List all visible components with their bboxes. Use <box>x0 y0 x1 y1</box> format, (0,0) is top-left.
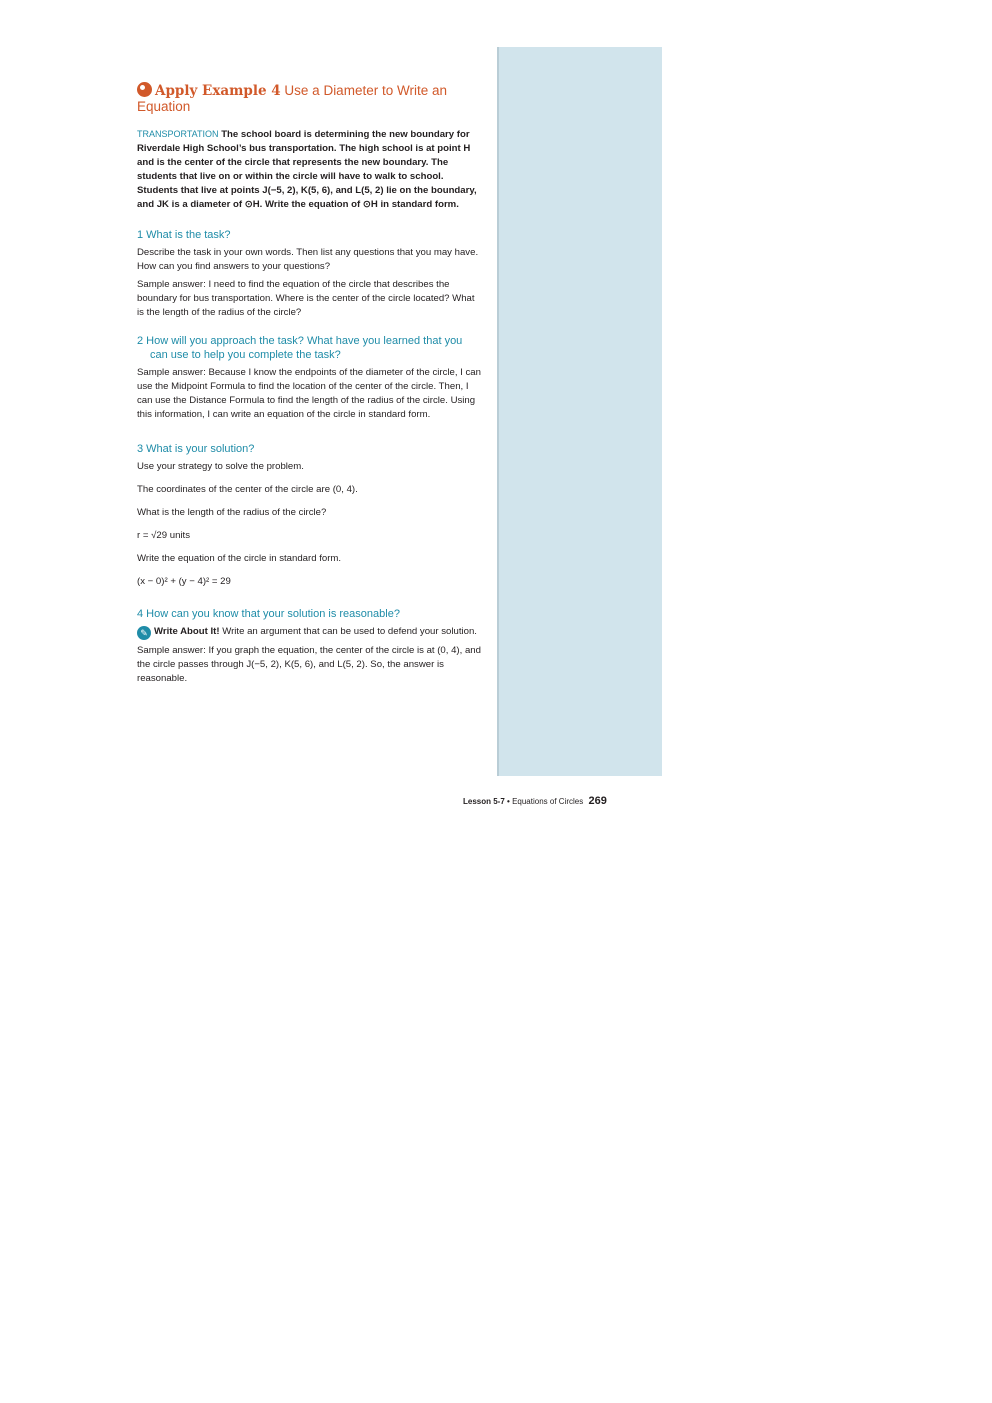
step-2-answer: Sample answer: Because I know the endpoints of the diameter of the circle, I can use the Midpoint Formula to find the location of the center of the circle. Then, I can use the Distance Formula to find the length of the radius of the circle. Using this information, I can write an equation of the circle in standard form. <box>137 367 481 420</box>
footer-title: Equations of Circles <box>512 797 584 806</box>
margin-sidebar <box>497 47 662 776</box>
step-1-heading: 1 What is the task? <box>137 229 231 241</box>
example-title <box>137 82 481 115</box>
write-about-it-label: Write About It! <box>154 626 220 637</box>
step-1-prompt: Describe the task in your own words. Then list any questions that you may have. How can you find answers to your questions? <box>137 247 479 272</box>
globe-icon <box>137 82 152 97</box>
step-4-heading: 4 How can you know that your solution is reasonable? <box>137 608 400 620</box>
step-3-line-5: Write the equation of the circle in standard form. <box>137 553 342 564</box>
pencil-icon: ✎ <box>137 626 151 640</box>
step-3-equation: (x − 0)² + (y − 4)² = 29 <box>137 576 231 587</box>
step-3-line-1: Use your strategy to solve the problem. <box>137 461 304 472</box>
step-3-line-2: The coordinates of the center of the circle are (0, 4). <box>137 484 358 495</box>
step-4-answer: Sample answer: If you graph the equation, the center of the circle is at (0, 4), and the circle passes through J(−5, 2), K(5, 6), and L(5, 2). So, the answer is reasonable. <box>137 645 481 684</box>
footer-lesson: Lesson 5-7 • <box>463 797 510 806</box>
step-1-answer: Sample answer: I need to find the equation of the circle that describes the boundary for bus transportation. Where is the center of the circle located? What is the length of the radius of the circle? <box>137 279 475 318</box>
step-3-radius: r = √29 units <box>137 530 190 541</box>
step-2-heading: 2 How will you approach the task? What have you learned that you can use to help you complete the task? <box>137 335 463 361</box>
example-content <box>137 82 481 690</box>
page-number: 269 <box>588 795 607 807</box>
page-footer <box>463 795 607 807</box>
problem-tag: TRANSPORTATION <box>137 129 219 139</box>
write-about-it-text: Write an argument that can be used to defend your solution. <box>222 626 477 637</box>
problem-statement <box>137 127 481 212</box>
example-label: Apply Example 4 <box>155 83 281 99</box>
example-subtitle: Use a Diameter to Write an Equation <box>137 83 447 114</box>
step-3-line-3: What is the length of the radius of the circle? <box>137 507 327 518</box>
step-3-heading: 3 What is your solution? <box>137 443 255 455</box>
write-about-it <box>137 625 481 640</box>
problem-text: The school board is determining the new boundary for Riverdale High School’s bus transportation. The high school is at point H and is the center of the circle that represents the new boundary. The students that live on or within the circle will have to walk to school. Students that live at points J(−5, 2), K(5, 6), and L(5, 2) lie on the boundary, and JK is a diameter of ⊙H. Write the equation of ⊙H in standard form. <box>137 129 477 210</box>
